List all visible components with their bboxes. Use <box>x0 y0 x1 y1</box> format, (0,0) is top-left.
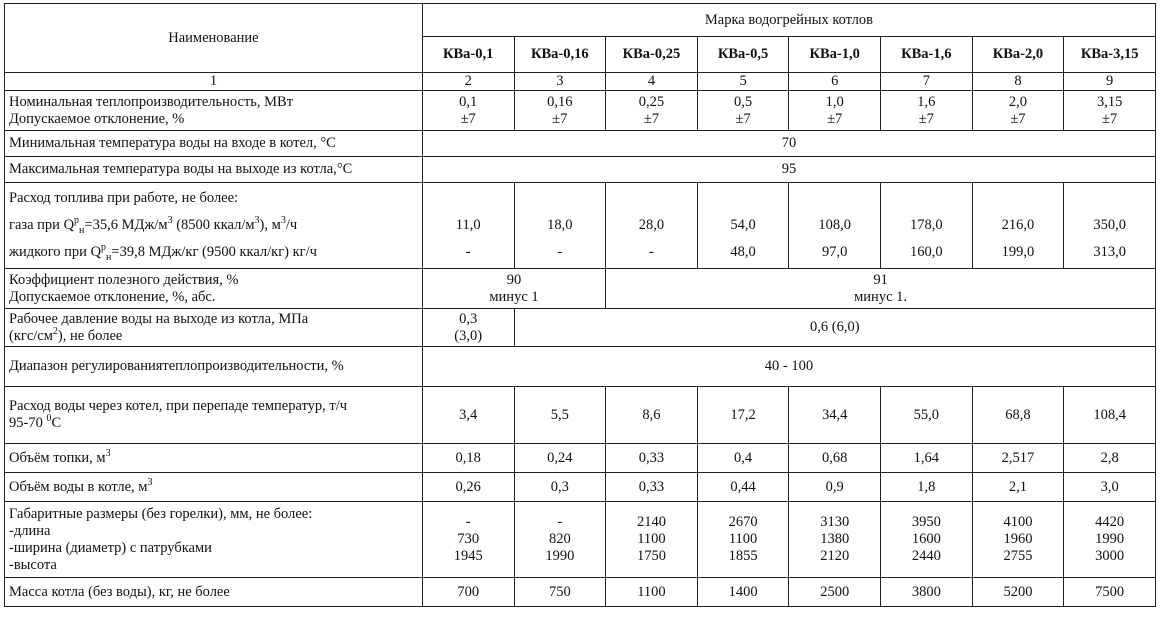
cell-value: 0,33 <box>606 444 698 473</box>
cell-value: 0,25 ±7 <box>606 91 698 131</box>
cell-value: 90 минус 1 <box>422 269 605 309</box>
cell-value: 108,4 <box>1064 387 1156 444</box>
row-label: Объём воды в котле, $м^3$ <box>5 473 423 502</box>
cell-value: 1100 <box>606 578 698 607</box>
cell-value: 108,0 97,0 <box>789 183 881 269</box>
cell-value: 55,0 <box>881 387 973 444</box>
model-header: КВа-0,1 <box>422 37 514 73</box>
cell-value: 0,18 <box>422 444 514 473</box>
cell-value: 0,16 ±7 <box>514 91 606 131</box>
column-number: 7 <box>881 73 973 91</box>
table-row <box>5 91 1156 131</box>
row-label: Диапазон регулированиятеплопроизводительности, % <box>5 347 423 387</box>
row-label: Расход воды через котел, при перепаде температур, т/ч 95-70 $^0$С <box>5 387 423 444</box>
cell-value: 700 <box>422 578 514 607</box>
cell-value: 91 минус 1. <box>606 269 1156 309</box>
column-number: 8 <box>972 73 1064 91</box>
cell-value: 2140 1100 1750 <box>606 502 698 578</box>
cell-value: 750 <box>514 578 606 607</box>
cell-value: 0,5 ±7 <box>697 91 789 131</box>
table-row <box>5 387 1156 444</box>
cell-value: 18,0 - <box>514 183 606 269</box>
model-header: КВа-0,5 <box>697 37 789 73</box>
model-group-header: Марка водогрейных котлов <box>422 4 1155 37</box>
cell-value: 7500 <box>1064 578 1156 607</box>
cell-value: 8,6 <box>606 387 698 444</box>
name-header: Наименование <box>5 4 423 73</box>
cell-value: 2,0 ±7 <box>972 91 1064 131</box>
column-number: 5 <box>697 73 789 91</box>
cell-value: 0,44 <box>697 473 789 502</box>
cell-value: 68,8 <box>972 387 1064 444</box>
cell-value: 3,15 ±7 <box>1064 91 1156 131</box>
cell-value: 70 <box>422 131 1155 157</box>
cell-value: 3800 <box>881 578 973 607</box>
table-row <box>5 578 1156 607</box>
cell-value: 1,64 <box>881 444 973 473</box>
table-row <box>5 473 1156 502</box>
model-header: КВа-3,15 <box>1064 37 1156 73</box>
cell-value: 34,4 <box>789 387 881 444</box>
cell-value: 3,0 <box>1064 473 1156 502</box>
model-header: КВа-2,0 <box>972 37 1064 73</box>
table-row <box>5 183 1156 269</box>
cell-value: 40 - 100 <box>422 347 1155 387</box>
row-label: Номинальная теплопроизводительность, МВт Допускаемое отклонение, % <box>5 91 423 131</box>
cell-value: 350,0 313,0 <box>1064 183 1156 269</box>
cell-value: 1,6 ±7 <box>881 91 973 131</box>
cell-value: 1400 <box>697 578 789 607</box>
row-label: Коэффициент полезного действия, % Допускаемое отклонение, %, абс. <box>5 269 423 309</box>
cell-value: 4100 1960 2755 <box>972 502 1064 578</box>
table-row <box>5 269 1156 309</box>
table-row <box>5 444 1156 473</box>
row-label: Минимальная температура воды на входе в котел, °С <box>5 131 423 157</box>
column-number: 3 <box>514 73 606 91</box>
table-row <box>5 347 1156 387</box>
table-row <box>5 131 1156 157</box>
cell-value: - 820 1990 <box>514 502 606 578</box>
cell-value: 216,0 199,0 <box>972 183 1064 269</box>
cell-value: 2670 1100 1855 <box>697 502 789 578</box>
cell-value: 178,0 160,0 <box>881 183 973 269</box>
cell-value: 0,3 (3,0) <box>422 309 514 347</box>
model-header: КВа-1,6 <box>881 37 973 73</box>
cell-value: 5200 <box>972 578 1064 607</box>
column-number: 2 <box>422 73 514 91</box>
cell-value: 0,24 <box>514 444 606 473</box>
cell-value: 54,0 48,0 <box>697 183 789 269</box>
cell-value: 28,0 - <box>606 183 698 269</box>
column-number: 4 <box>606 73 698 91</box>
table-row <box>5 502 1156 578</box>
cell-value: 11,0 - <box>422 183 514 269</box>
row-label: Объём топки, $м^3$ <box>5 444 423 473</box>
cell-value: 0,3 <box>514 473 606 502</box>
table-row <box>5 309 1156 347</box>
table-row <box>5 157 1156 183</box>
cell-value: 1,8 <box>881 473 973 502</box>
cell-value: - 730 1945 <box>422 502 514 578</box>
column-number: 1 <box>5 73 423 91</box>
cell-value: 3130 1380 2120 <box>789 502 881 578</box>
cell-value: 2,517 <box>972 444 1064 473</box>
cell-value: 17,2 <box>697 387 789 444</box>
row-label: Рабочее давление воды на выходе из котла, МПа $(кгс/см^2)$, не более <box>5 309 423 347</box>
cell-value: 4420 1990 3000 <box>1064 502 1156 578</box>
cell-value: 2,8 <box>1064 444 1156 473</box>
cell-value: 0,26 <box>422 473 514 502</box>
model-header: КВа-0,25 <box>606 37 698 73</box>
model-header: КВа-0,16 <box>514 37 606 73</box>
cell-value: 5,5 <box>514 387 606 444</box>
row-label: Масса котла (без воды), кг, не более <box>5 578 423 607</box>
row-label: Расход топлива при работе, не более: газа при $Q^р_н=35,6$ МДж/$м^3$ (8500 ккал/$м^3$), $м^3/ч$ жидкого при $Q^р_н=39,8$ МДж/кг (9500 ккал/кг) кг/ч <box>5 183 423 269</box>
cell-value: 3950 1600 2440 <box>881 502 973 578</box>
row-label: Максимальная температура воды на выходе из котла,°С <box>5 157 423 183</box>
cell-value: 1,0 ±7 <box>789 91 881 131</box>
cell-value: 2500 <box>789 578 881 607</box>
cell-value: 0,6 (6,0) <box>514 309 1155 347</box>
column-number: 6 <box>789 73 881 91</box>
boiler-spec-table <box>4 3 1156 607</box>
cell-value: 0,33 <box>606 473 698 502</box>
cell-value: 0,68 <box>789 444 881 473</box>
cell-value: 95 <box>422 157 1155 183</box>
cell-value: 0,1 ±7 <box>422 91 514 131</box>
column-number: 9 <box>1064 73 1156 91</box>
model-header: КВа-1,0 <box>789 37 881 73</box>
cell-value: 2,1 <box>972 473 1064 502</box>
cell-value: 0,4 <box>697 444 789 473</box>
cell-value: 3,4 <box>422 387 514 444</box>
row-label: Габаритные размеры (без горелки), мм, не более: -длина -ширина (диаметр) с патрубками -высота <box>5 502 423 578</box>
cell-value: 0,9 <box>789 473 881 502</box>
